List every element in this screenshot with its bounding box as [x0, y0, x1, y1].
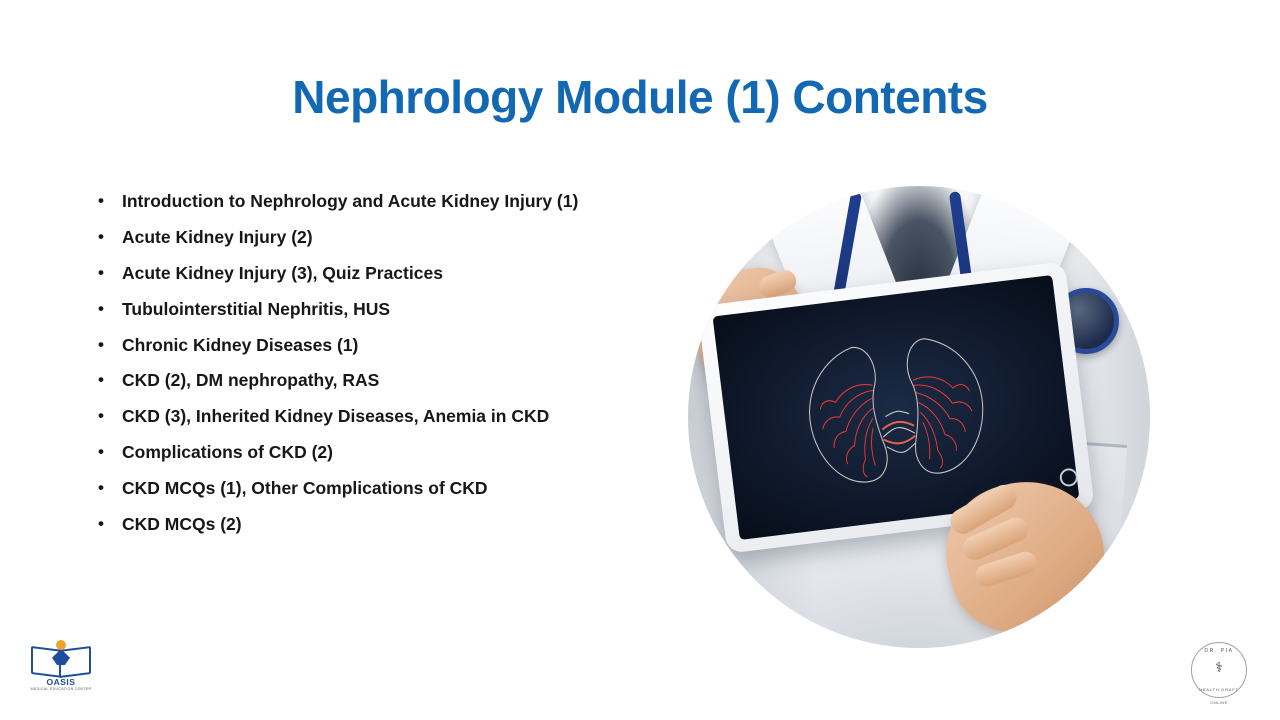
bullet-icon: •	[98, 406, 104, 426]
contents-list	[92, 190, 712, 549]
bullet-icon: •	[98, 370, 104, 390]
list-item	[92, 513, 712, 535]
bullet-icon: •	[98, 334, 104, 354]
list-item-label: CKD (3), Inherited Kidney Diseases, Anemia in CKD	[122, 406, 550, 427]
list-item	[92, 369, 712, 391]
list-item	[92, 441, 712, 463]
page-title: Nephrology Module (1) Contents	[292, 71, 988, 123]
bullet-icon: •	[98, 226, 104, 246]
dr-pia-logo	[1182, 642, 1256, 704]
logo-caption: ONLINE	[1210, 700, 1228, 705]
list-item	[92, 477, 712, 499]
list-item	[92, 226, 712, 248]
list-item-label: Acute Kidney Injury (3), Quiz Practices	[122, 262, 443, 283]
list-item-label: CKD MCQs (1), Other Complications of CKD	[122, 478, 488, 499]
stethoscope-badge-icon: ⚕	[1215, 659, 1223, 675]
list-item-label: Introduction to Nephrology and Acute Kidney Injury (1)	[122, 191, 579, 211]
bullet-icon: •	[98, 262, 104, 282]
list-item	[92, 405, 712, 427]
list-item	[92, 298, 712, 320]
bullet-icon: •	[98, 514, 104, 534]
list-item-label: Complications of CKD (2)	[122, 442, 333, 463]
list-item	[92, 190, 712, 212]
list-item	[92, 334, 712, 356]
doctor-tablet-photo	[688, 186, 1150, 648]
logo-top-text: DR. PIA	[1204, 648, 1234, 654]
list-item-label: Chronic Kidney Diseases (1)	[122, 334, 359, 355]
oasis-logo	[22, 640, 100, 702]
list-item	[92, 262, 712, 284]
bullet-icon: •	[98, 191, 104, 210]
list-item-label: CKD (2), DM nephropathy, RAS	[122, 370, 380, 391]
logo-bottom-text: HEALTH DRAFT	[1199, 687, 1239, 692]
oasis-logo-subtitle: MEDICAL EDUCATION CENTER	[30, 687, 92, 691]
bullet-icon: •	[98, 298, 104, 318]
open-book-icon	[30, 640, 92, 676]
list-item-label: Tubulointerstitial Nephritis, HUS	[122, 298, 391, 319]
figure-head-icon	[56, 640, 66, 650]
list-item-label: CKD MCQs (2)	[122, 514, 242, 535]
logo-ring-icon	[1191, 642, 1247, 698]
list-item-label: Acute Kidney Injury (2)	[122, 226, 313, 247]
oasis-logo-name: OASIS	[46, 677, 76, 687]
bullet-icon: •	[98, 478, 104, 498]
bullet-icon: •	[98, 442, 104, 462]
